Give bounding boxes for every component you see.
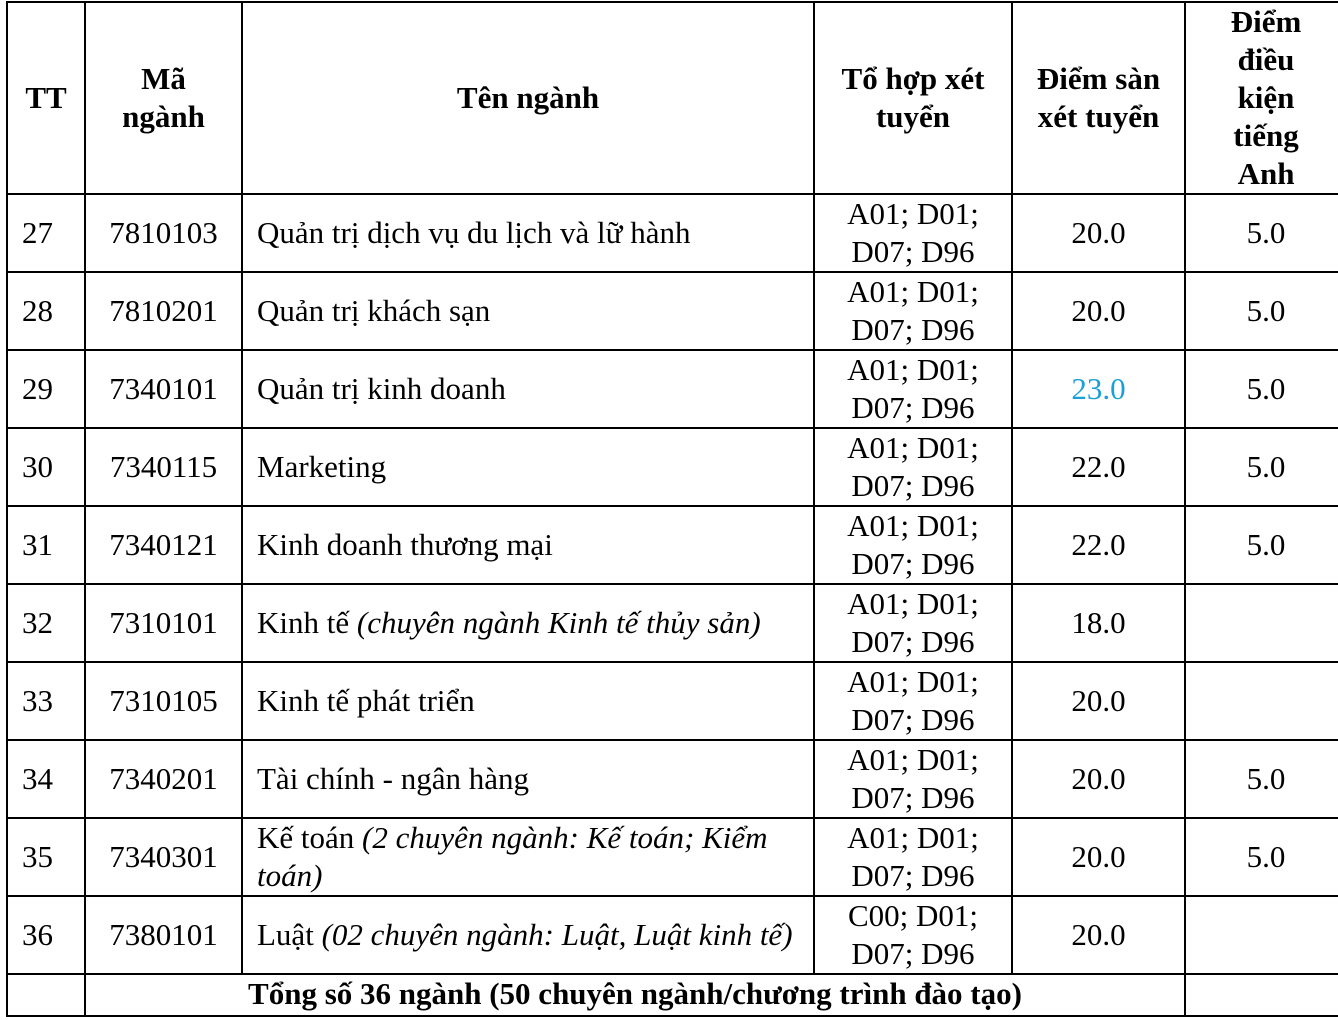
row-diem-dieu-kien: 5.0 [1185, 740, 1338, 818]
row-ten-nganh [242, 662, 814, 740]
row-diem-dieu-kien [1185, 896, 1338, 974]
row-diem-san: 20.0 [1012, 272, 1185, 350]
row-tt: 27 [7, 194, 85, 272]
header-ma-nganh: Mã ngành [85, 2, 242, 194]
row-ma-nganh: 7810103 [85, 194, 242, 272]
row-ten-nganh [242, 428, 814, 506]
row-diem-dieu-kien: 5.0 [1185, 506, 1338, 584]
row-ten-nganh [242, 584, 814, 662]
table-row [7, 428, 1338, 506]
row-ten-nganh-text: Quản trị kinh doanh [257, 371, 506, 406]
row-ma-nganh: 7310101 [85, 584, 242, 662]
row-ten-nganh [242, 350, 814, 428]
row-diem-san: 20.0 [1012, 896, 1185, 974]
row-ten-nganh [242, 272, 814, 350]
row-to-hop: A01; D01; D07; D96 [814, 740, 1012, 818]
row-to-hop: A01; D01; D07; D96 [814, 272, 1012, 350]
row-ma-nganh: 7340115 [85, 428, 242, 506]
row-to-hop: A01; D01; D07; D96 [814, 584, 1012, 662]
table-row [7, 506, 1338, 584]
row-diem-san: 23.0 [1012, 350, 1185, 428]
row-ten-nganh [242, 194, 814, 272]
row-ten-nganh [242, 506, 814, 584]
row-diem-san: 22.0 [1012, 506, 1185, 584]
header-to-hop: Tổ hợp xét tuyển [814, 2, 1012, 194]
row-ten-nganh-text: Quản trị khách sạn [257, 293, 491, 328]
row-tt: 29 [7, 350, 85, 428]
row-ten-nganh-text: Kinh tế [257, 605, 357, 640]
row-ma-nganh: 7340301 [85, 818, 242, 896]
row-ten-nganh-text: Kinh tế phát triển [257, 683, 475, 718]
row-ma-nganh: 7380101 [85, 896, 242, 974]
row-tt: 30 [7, 428, 85, 506]
row-diem-san: 20.0 [1012, 194, 1185, 272]
row-to-hop: A01; D01; D07; D96 [814, 662, 1012, 740]
row-ma-nganh: 7340201 [85, 740, 242, 818]
header-tt: TT [7, 2, 85, 194]
row-diem-san: 20.0 [1012, 818, 1185, 896]
total-label: Tổng số 36 ngành (50 chuyên ngành/chương trình đào tạo) [85, 974, 1185, 1016]
row-to-hop: A01; D01; D07; D96 [814, 818, 1012, 896]
row-ma-nganh: 7340121 [85, 506, 242, 584]
row-diem-dieu-kien [1185, 584, 1338, 662]
total-row [7, 974, 1338, 1016]
table-row [7, 896, 1338, 974]
row-tt: 36 [7, 896, 85, 974]
row-diem-dieu-kien: 5.0 [1185, 272, 1338, 350]
row-diem-san: 20.0 [1012, 740, 1185, 818]
table-row [7, 272, 1338, 350]
row-tt: 34 [7, 740, 85, 818]
row-to-hop: A01; D01; D07; D96 [814, 194, 1012, 272]
header-diem-dieu-kien: Điểm điều kiện tiếng Anh [1185, 2, 1338, 194]
row-ten-nganh-text: Kinh doanh thương mại [257, 527, 553, 562]
row-to-hop: C00; D01; D07; D96 [814, 896, 1012, 974]
row-ten-nganh-text: Quản trị dịch vụ du lịch và lữ hành [257, 215, 691, 250]
table-row [7, 350, 1338, 428]
header-diem-san: Điểm sàn xét tuyển [1012, 2, 1185, 194]
row-diem-dieu-kien [1185, 662, 1338, 740]
row-diem-san: 18.0 [1012, 584, 1185, 662]
table-row [7, 662, 1338, 740]
row-ten-nganh-note: (chuyên ngành Kinh tế thủy sản) [356, 605, 761, 640]
row-diem-san: 20.0 [1012, 662, 1185, 740]
row-ma-nganh: 7310105 [85, 662, 242, 740]
row-tt: 32 [7, 584, 85, 662]
row-tt: 33 [7, 662, 85, 740]
row-ten-nganh-text: Marketing [257, 449, 387, 484]
admission-table [6, 1, 1338, 1017]
row-diem-dieu-kien: 5.0 [1185, 428, 1338, 506]
row-tt: 35 [7, 818, 85, 896]
row-ten-nganh-text: Tài chính - ngân hàng [257, 761, 530, 796]
row-ten-nganh-text: Kế toán [257, 820, 363, 855]
row-tt: 31 [7, 506, 85, 584]
row-ma-nganh: 7340101 [85, 350, 242, 428]
row-ten-nganh-note: (2 chuyên ngành: Kế toán; Kiểm toán) [257, 820, 768, 893]
row-to-hop: A01; D01; D07; D96 [814, 428, 1012, 506]
row-diem-dieu-kien: 5.0 [1185, 194, 1338, 272]
row-to-hop: A01; D01; D07; D96 [814, 506, 1012, 584]
row-diem-dieu-kien: 5.0 [1185, 350, 1338, 428]
table-row [7, 740, 1338, 818]
row-diem-san: 22.0 [1012, 428, 1185, 506]
row-ten-nganh [242, 896, 814, 974]
row-to-hop: A01; D01; D07; D96 [814, 350, 1012, 428]
header-row [7, 2, 1338, 194]
table-row [7, 194, 1338, 272]
row-ten-nganh [242, 740, 814, 818]
row-ma-nganh: 7810201 [85, 272, 242, 350]
table-row [7, 818, 1338, 896]
row-tt: 28 [7, 272, 85, 350]
header-ten-nganh: Tên ngành [242, 2, 814, 194]
row-ten-nganh-note: (02 chuyên ngành: Luật, Luật kinh tế) [321, 917, 793, 952]
row-diem-dieu-kien: 5.0 [1185, 818, 1338, 896]
table-row [7, 584, 1338, 662]
row-ten-nganh-text: Luật [257, 917, 322, 952]
row-ten-nganh [242, 818, 814, 896]
